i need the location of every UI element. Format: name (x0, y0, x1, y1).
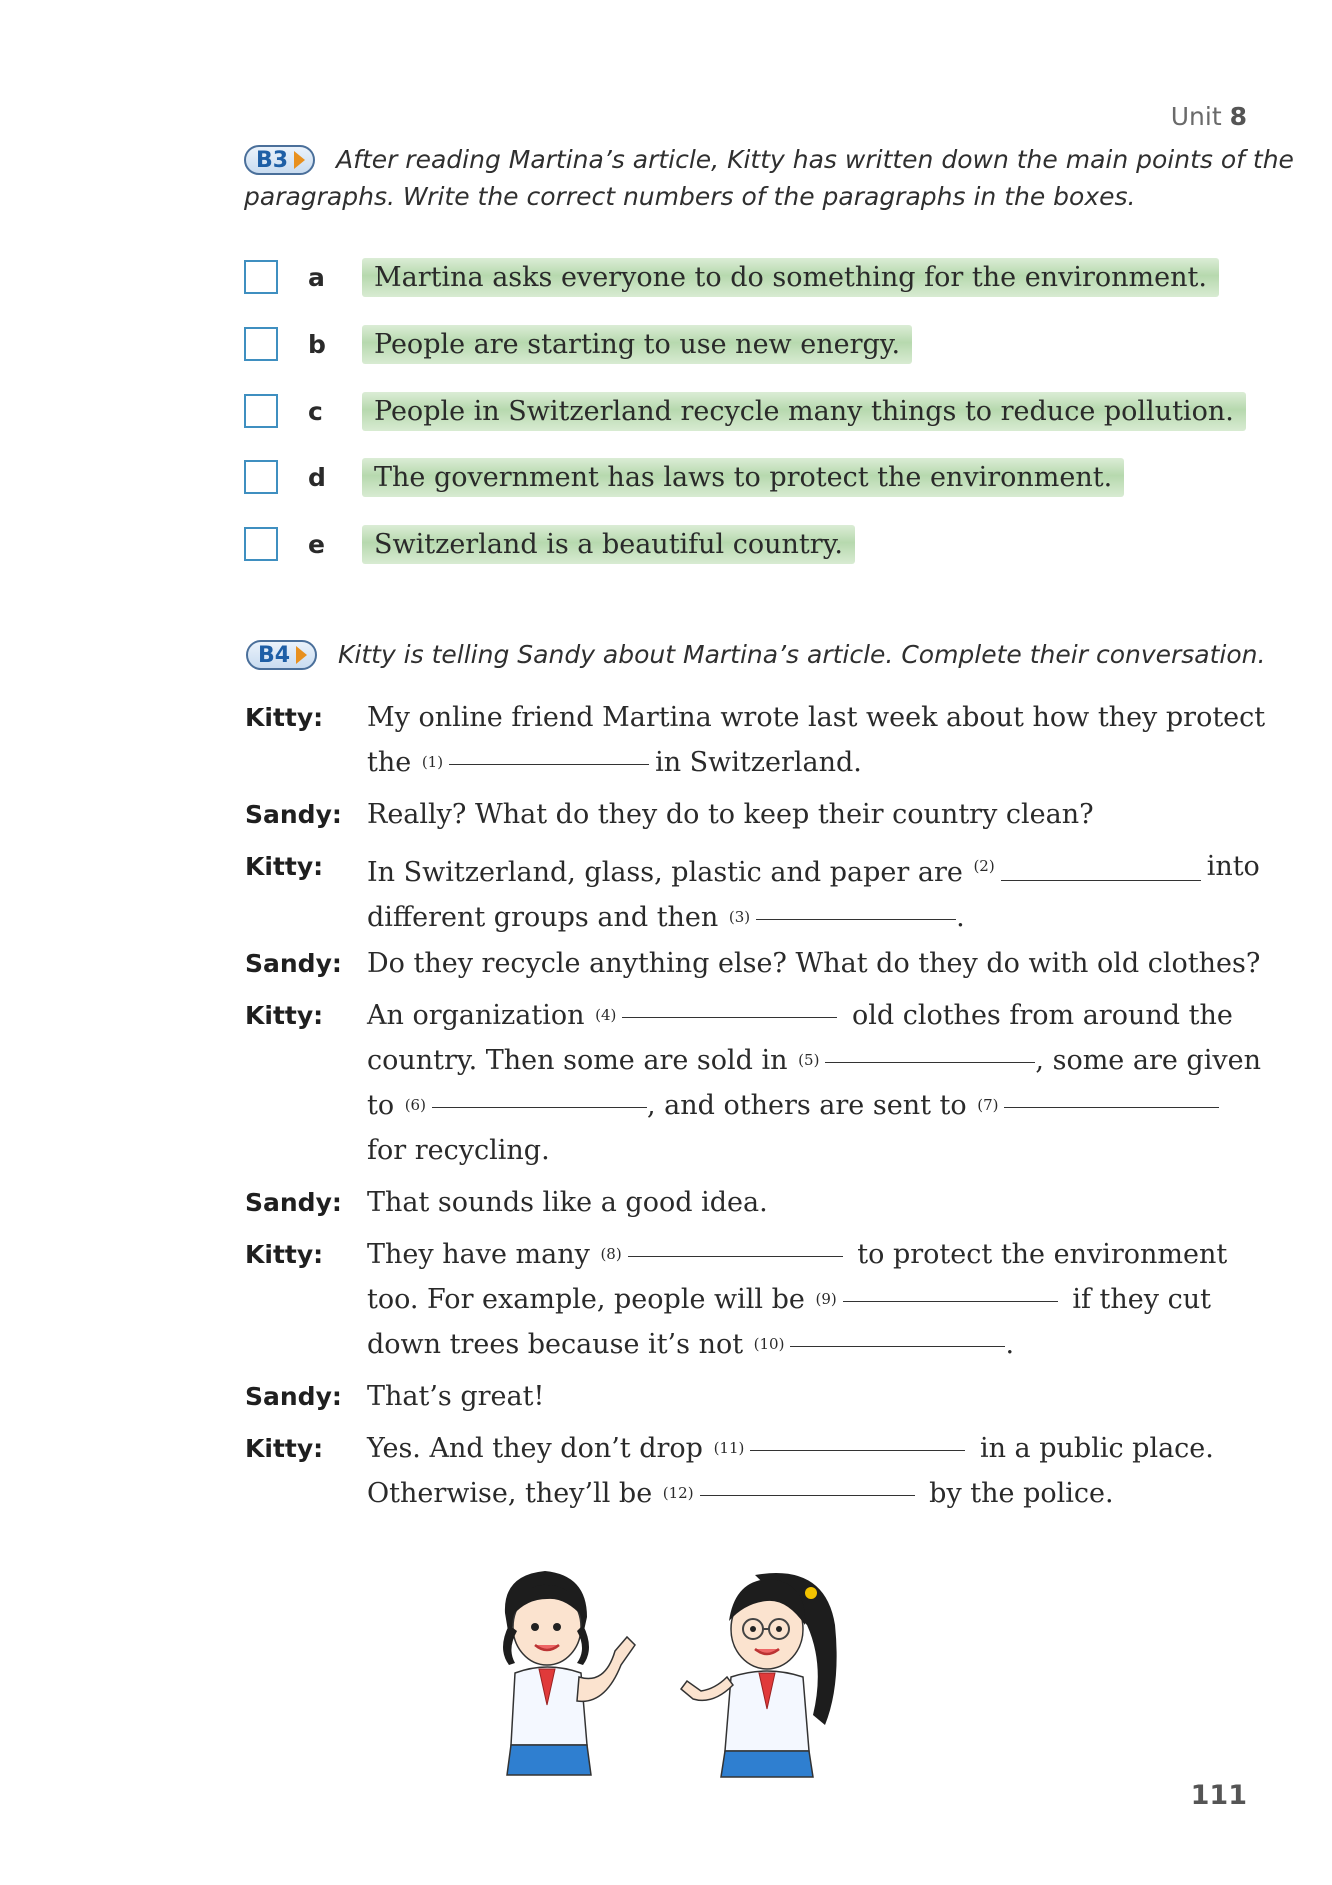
unit-number: 8 (1229, 102, 1247, 131)
dialogue-turn-6: Sandy: That sounds like a good idea. (245, 1180, 1255, 1225)
dialogue-turn-1: Kitty: My online friend Martina wrote last week about how they protect the (1) in Switzerland. (245, 695, 1255, 785)
blank-11[interactable] (750, 1426, 965, 1451)
speaker-label: Sandy: (245, 1382, 342, 1411)
b3-item-b: b People are starting to use new energy. (244, 322, 912, 366)
play-arrow-icon (296, 646, 307, 664)
sandy-figure (503, 1571, 635, 1775)
dialogue-turn-8: Sandy: That’s great! (245, 1374, 1255, 1419)
speaker-label: Kitty: (245, 1434, 324, 1463)
b4-instruction: Kitty is telling Sandy about Martina’s article. Complete their conversation. (338, 640, 1266, 669)
b3-item-a: a Martina asks everyone to do something for the environment. (244, 255, 1219, 299)
speaker-label: Sandy: (245, 949, 342, 978)
blank-9[interactable] (843, 1277, 1058, 1302)
blank-12[interactable] (700, 1471, 915, 1496)
speaker-label: Sandy: (245, 800, 342, 829)
speaker-label: Kitty: (245, 1240, 324, 1269)
b3-item-d: d The government has laws to protect the environment. (244, 455, 1124, 499)
speaker-label: Kitty: (245, 852, 324, 881)
main-point-text: The government has laws to protect the environment. (362, 458, 1124, 497)
b4-badge: B4 (246, 640, 317, 670)
page-number: 111 (1190, 1780, 1247, 1811)
blank-8[interactable] (628, 1232, 843, 1257)
b3-item-e: e Switzerland is a beautiful country. (244, 522, 855, 566)
blank-6[interactable] (432, 1083, 647, 1108)
b3-instruction-line2: paragraphs. Write the correct numbers of the paragraphs in the boxes. (244, 182, 1136, 211)
unit-label: Unit 8 (1170, 102, 1247, 131)
answer-box-e[interactable] (244, 527, 278, 561)
dialogue-turn-9: Kitty: Yes. And they don’t drop (11) in a public place. Otherwise, they’ll be (12) by the police. (245, 1426, 1255, 1516)
answer-box-a[interactable] (244, 260, 278, 294)
speaker-label: Kitty: (245, 1001, 324, 1030)
main-point-text: Martina asks everyone to do something for the environment. (362, 258, 1219, 297)
blank-7[interactable] (1004, 1083, 1219, 1108)
blank-3[interactable] (756, 895, 956, 920)
b3-instruction-line1: After reading Martina’s article, Kitty has written down the main points of the (336, 145, 1294, 174)
answer-box-b[interactable] (244, 327, 278, 361)
dialogue-turn-3: Kitty: In Switzerland, glass, plastic and paper are $^{(2)}$ into different groups and then (3) . (245, 844, 1255, 940)
dialogue-turn-7: Kitty: They have many (8) to protect the environment too. For example, people will be (9) if they cut down trees because it’s not (10) . (245, 1232, 1255, 1367)
dialogue-turn-2: Sandy: Really? What do they do to keep their country clean? (245, 792, 1255, 837)
dialogue-turn-5: Kitty: An organization (4) old clothes from around the country. Then some are sold in (5) , some are given to (6) , and others are sent to (7) for recycling. (245, 993, 1255, 1173)
blank-5[interactable] (825, 1038, 1035, 1063)
kitty-figure (681, 1573, 837, 1777)
blank-1[interactable] (449, 740, 649, 765)
speaker-label: Kitty: (245, 703, 324, 732)
main-point-text: People in Switzerland recycle many things to reduce pollution. (362, 392, 1246, 431)
speaker-label: Sandy: (245, 1188, 342, 1217)
blank-10[interactable] (790, 1322, 1005, 1347)
blank-2[interactable] (1001, 856, 1201, 881)
b3-item-c: c People in Switzerland recycle many things to reduce pollution. (244, 389, 1246, 433)
blank-4[interactable] (622, 993, 837, 1018)
students-illustration (495, 1565, 915, 1780)
dialogue-turn-4: Sandy: Do they recycle anything else? What do they do with old clothes? (245, 941, 1255, 986)
main-point-text: Switzerland is a beautiful country. (362, 525, 855, 564)
b3-badge: B3 (244, 145, 315, 175)
answer-box-c[interactable] (244, 394, 278, 428)
answer-box-d[interactable] (244, 460, 278, 494)
play-arrow-icon (294, 151, 305, 169)
main-point-text: People are starting to use new energy. (362, 325, 912, 364)
